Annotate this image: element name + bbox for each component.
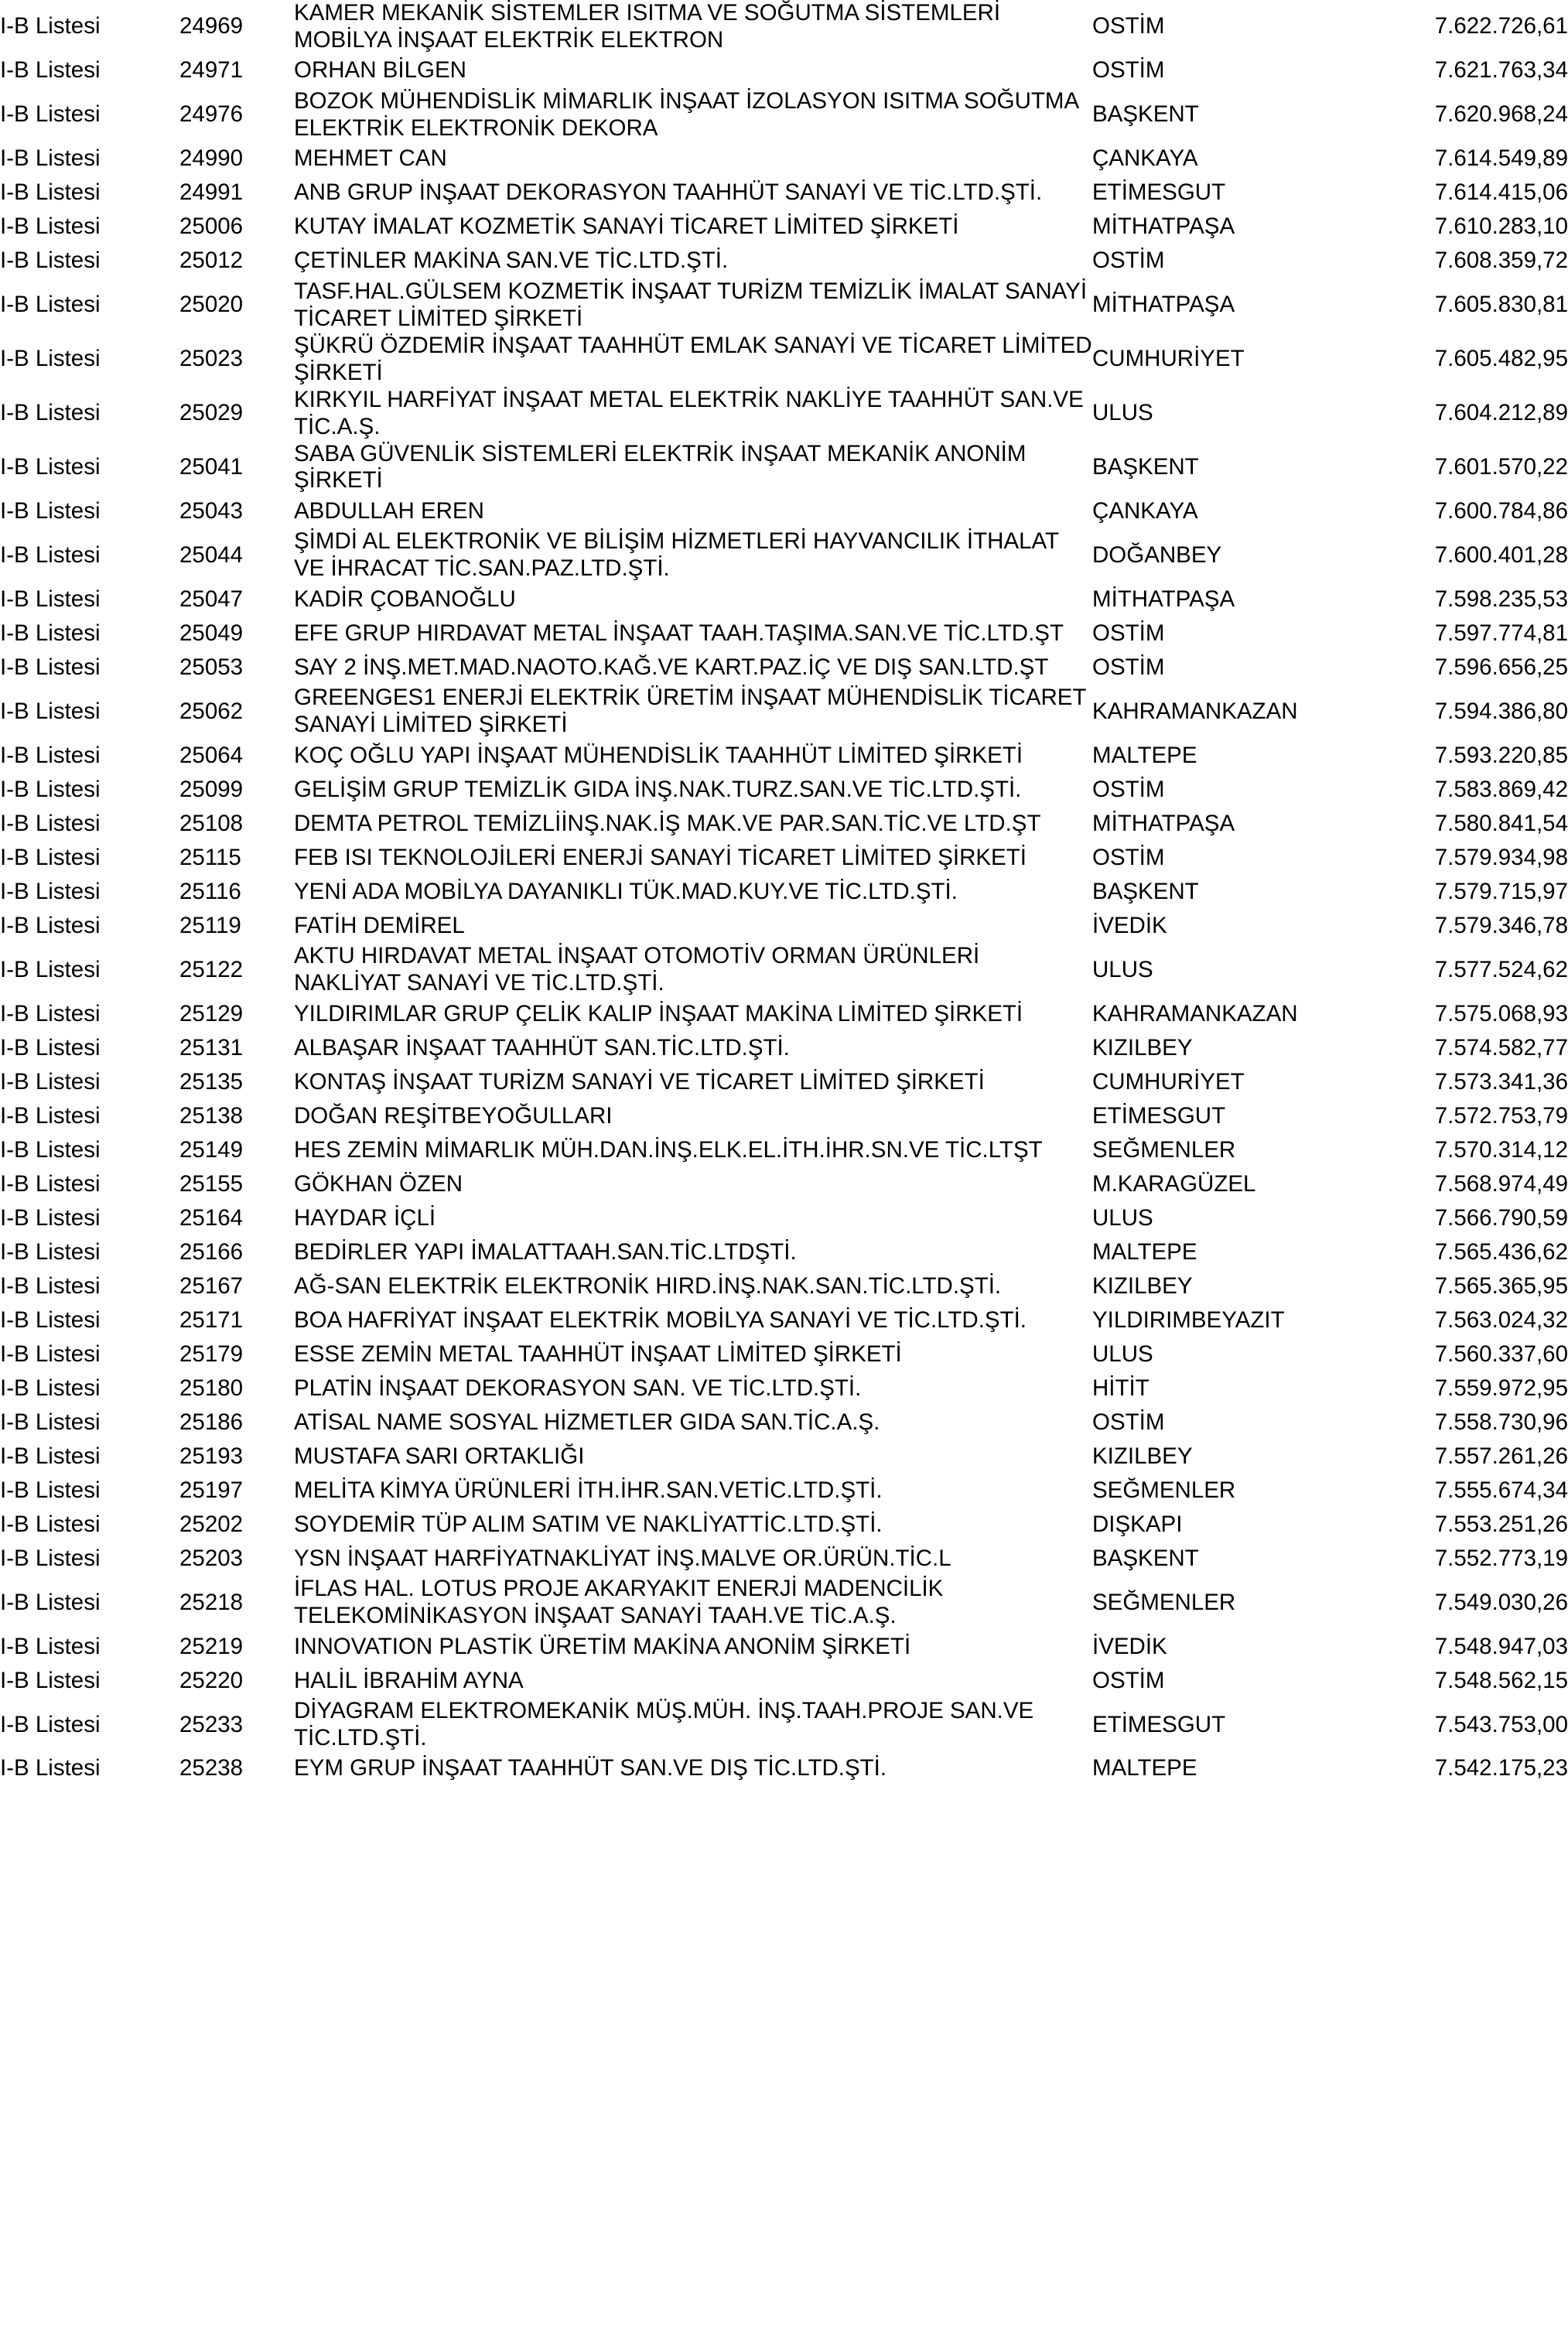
row-debt-amount: 7.577.524,62	[1434, 956, 1568, 982]
row-tax-office: OSTİM	[1092, 620, 1165, 646]
row-tax-office: MALTEPE	[1092, 1755, 1197, 1781]
row-sequence-no: 25029	[179, 400, 244, 426]
row-tax-office: ÇANKAYA	[1092, 497, 1198, 524]
row-tax-office: KIZILBEY	[1092, 1034, 1193, 1061]
row-list-label: I-B Listesi	[0, 1136, 101, 1163]
row-tax-office: OSTİM	[1092, 1409, 1165, 1435]
row-debt-amount: 7.579.934,98	[1434, 844, 1568, 870]
table-row	[0, 875, 1568, 909]
row-list-label: I-B Listesi	[0, 213, 101, 240]
row-tax-office: OSTİM	[1092, 1667, 1165, 1693]
row-sequence-no: 25020	[179, 292, 244, 318]
row-list-label: I-B Listesi	[0, 620, 101, 646]
row-list-label: I-B Listesi	[0, 1272, 101, 1299]
row-sequence-no: 25049	[179, 620, 244, 646]
row-taxpayer-name: SAY 2 İNŞ.MET.MAD.NAOTO.KAĞ.VE KART.PAZ.İÇ VE DIŞ SAN.LTD.ŞT	[294, 654, 1049, 680]
table-row	[0, 1337, 1568, 1371]
row-list-label: I-B Listesi	[0, 1511, 101, 1537]
row-list-label: I-B Listesi	[0, 497, 101, 524]
table-row	[0, 88, 1568, 142]
table-row	[0, 582, 1568, 617]
row-list-label: I-B Listesi	[0, 101, 101, 128]
row-list-label: I-B Listesi	[0, 844, 101, 870]
row-sequence-no: 25119	[179, 912, 241, 938]
table-row	[0, 278, 1568, 333]
row-debt-amount: 7.557.261,26	[1434, 1443, 1568, 1469]
table-row	[0, 494, 1568, 528]
row-list-label: I-B Listesi	[0, 1633, 101, 1659]
row-tax-office: ULUS	[1092, 400, 1153, 426]
row-tax-office: OSTİM	[1092, 776, 1165, 802]
row-list-label: I-B Listesi	[0, 292, 101, 318]
table-row	[0, 943, 1568, 997]
row-taxpayer-name: GREENGES1 ENERJİ ELEKTRİK ÜRETİM İNŞAAT MÜHENDİSLİK TİCARET SANAYİ LİMİTED ŞİRKETİ	[294, 685, 1086, 738]
row-sequence-no: 25180	[179, 1375, 244, 1401]
row-sequence-no: 25202	[179, 1511, 244, 1537]
row-sequence-no: 25197	[179, 1477, 244, 1503]
row-tax-office: OSTİM	[1092, 654, 1165, 680]
table-row	[0, 617, 1568, 651]
row-debt-amount: 7.593.220,85	[1434, 742, 1568, 768]
row-taxpayer-name: MELİTA KİMYA ÜRÜNLERİ İTH.İHR.SAN.VETİC.LTD.ŞTİ.	[294, 1477, 883, 1503]
row-tax-office: BAŞKENT	[1092, 1545, 1199, 1571]
row-list-label: I-B Listesi	[0, 346, 101, 372]
row-debt-amount: 7.601.570,22	[1434, 454, 1568, 480]
row-taxpayer-name: BOA HAFRİYAT İNŞAAT ELEKTRİK MOBİLYA SANAYİ VE TİC.LTD.ŞTİ.	[294, 1307, 1027, 1333]
row-sequence-no: 24971	[179, 57, 244, 84]
row-sequence-no: 25167	[179, 1272, 244, 1299]
table-row	[0, 244, 1568, 278]
row-debt-amount: 7.579.715,97	[1434, 878, 1568, 904]
row-tax-office: BAŞKENT	[1092, 878, 1199, 904]
row-debt-amount: 7.600.784,86	[1434, 497, 1568, 524]
row-debt-amount: 7.614.415,06	[1434, 179, 1568, 206]
table-row	[0, 1133, 1568, 1167]
row-taxpayer-name: KADİR ÇOBANOĞLU	[294, 586, 516, 612]
row-debt-amount: 7.572.753,79	[1434, 1102, 1568, 1129]
row-taxpayer-name: DİYAGRAM ELEKTROMEKANİK MÜŞ.MÜH. İNŞ.TAAH.PROJE SAN.VE TİC.LTD.ŞTİ.	[294, 1698, 1034, 1751]
row-sequence-no: 25129	[179, 1000, 244, 1026]
row-debt-amount: 7.597.774,81	[1434, 620, 1568, 646]
row-sequence-no: 25041	[179, 454, 244, 480]
row-taxpayer-name: ORHAN BİLGEN	[294, 57, 466, 84]
row-sequence-no: 25186	[179, 1409, 244, 1435]
row-tax-office: KAHRAMANKAZAN	[1092, 698, 1298, 724]
row-sequence-no: 25122	[179, 956, 244, 982]
row-sequence-no: 24990	[179, 145, 244, 172]
row-taxpayer-name: KONTAŞ İNŞAAT TURİZM SANAYİ VE TİCARET LİMİTED ŞİRKETİ	[294, 1068, 985, 1095]
row-list-label: I-B Listesi	[0, 912, 101, 938]
row-debt-amount: 7.583.869,42	[1434, 776, 1568, 802]
row-debt-amount: 7.596.656,25	[1434, 654, 1568, 680]
row-tax-office: ETİMESGUT	[1092, 1102, 1226, 1129]
table-row	[0, 441, 1568, 495]
row-sequence-no: 25044	[179, 541, 244, 568]
row-taxpayer-name: KUTAY İMALAT KOZMETİK SANAYİ TİCARET LİMİTED ŞİRKETİ	[294, 213, 959, 240]
row-sequence-no: 25219	[179, 1633, 244, 1659]
row-tax-office: DOĞANBEY	[1092, 541, 1222, 568]
row-sequence-no: 25155	[179, 1170, 244, 1197]
row-sequence-no: 25203	[179, 1545, 244, 1571]
row-sequence-no: 25166	[179, 1238, 244, 1265]
row-tax-office: OSTİM	[1092, 248, 1165, 274]
row-list-label: I-B Listesi	[0, 742, 101, 768]
row-debt-amount: 7.622.726,61	[1434, 13, 1568, 39]
row-tax-office: HİTİT	[1092, 1375, 1150, 1401]
row-tax-office: OSTİM	[1092, 57, 1165, 84]
row-list-label: I-B Listesi	[0, 1034, 101, 1061]
row-debt-amount: 7.594.386,80	[1434, 698, 1568, 724]
row-sequence-no: 25218	[179, 1589, 244, 1615]
row-tax-office: İVEDİK	[1092, 912, 1167, 938]
row-list-label: I-B Listesi	[0, 1375, 101, 1401]
row-list-label: I-B Listesi	[0, 1341, 101, 1367]
row-tax-office: KIZILBEY	[1092, 1272, 1193, 1299]
row-list-label: I-B Listesi	[0, 1477, 101, 1503]
row-debt-amount: 7.555.674,34	[1434, 1477, 1568, 1503]
table-row	[0, 739, 1568, 773]
row-tax-office: ULUS	[1092, 1204, 1153, 1231]
row-sequence-no: 25053	[179, 654, 244, 680]
row-sequence-no: 25047	[179, 586, 244, 612]
row-list-label: I-B Listesi	[0, 1589, 101, 1615]
row-taxpayer-name: HES ZEMİN MİMARLIK MÜH.DAN.İNŞ.ELK.EL.İTH.İHR.SN.VE TİC.LTŞT	[294, 1136, 1043, 1163]
table-row	[0, 1371, 1568, 1406]
row-taxpayer-name: FEB ISI TEKNOLOJİLERİ ENERJİ SANAYİ TİCARET LİMİTED ŞİRKETİ	[294, 844, 1027, 870]
row-list-label: I-B Listesi	[0, 1204, 101, 1231]
row-debt-amount: 7.621.763,34	[1434, 57, 1568, 84]
row-tax-office: KIZILBEY	[1092, 1443, 1193, 1469]
row-taxpayer-name: YENİ ADA MOBİLYA DAYANIKLI TÜK.MAD.KUY.VE TİC.LTD.ŞTİ.	[294, 878, 958, 904]
table-row	[0, 210, 1568, 244]
row-sequence-no: 25171	[179, 1307, 244, 1333]
row-debt-amount: 7.559.972,95	[1434, 1375, 1568, 1401]
row-taxpayer-name: PLATİN İNŞAAT DEKORASYON SAN. VE TİC.LTD.ŞTİ.	[294, 1375, 862, 1401]
row-debt-amount: 7.575.068,93	[1434, 1000, 1568, 1026]
row-debt-amount: 7.542.175,23	[1434, 1755, 1568, 1781]
row-sequence-no: 25108	[179, 810, 244, 836]
row-tax-office: ULUS	[1092, 1341, 1153, 1367]
row-tax-office: MİTHATPAŞA	[1092, 810, 1235, 836]
row-sequence-no: 25138	[179, 1102, 244, 1129]
row-tax-office: OSTİM	[1092, 844, 1165, 870]
row-debt-amount: 7.614.549,89	[1434, 145, 1568, 172]
table-row	[0, 997, 1568, 1031]
row-taxpayer-name: SABA GÜVENLİK SİSTEMLERİ ELEKTRİK İNŞAAT MEKANİK ANONİM ŞİRKETİ	[294, 440, 1027, 494]
row-debt-amount: 7.604.212,89	[1434, 400, 1568, 426]
row-taxpayer-name: GELİŞİM GRUP TEMİZLİK GIDA İNŞ.NAK.TURZ.SAN.VE TİC.LTD.ŞTİ.	[294, 776, 1022, 802]
table-row	[0, 0, 1568, 54]
row-taxpayer-name: ANB GRUP İNŞAAT DEKORASYON TAAHHÜT SANAYİ VE TİC.LTD.ŞTİ.	[294, 179, 1043, 206]
row-tax-office: ÇANKAYA	[1092, 145, 1198, 172]
row-list-label: I-B Listesi	[0, 13, 101, 39]
row-list-label: I-B Listesi	[0, 1545, 101, 1571]
table-row	[0, 54, 1568, 88]
row-taxpayer-name: DOĞAN REŞİTBEYOĞULLARI	[294, 1102, 613, 1129]
row-debt-amount: 7.574.582,77	[1434, 1034, 1568, 1061]
table-row	[0, 651, 1568, 685]
row-debt-amount: 7.566.790,59	[1434, 1204, 1568, 1231]
row-tax-office: DIŞKAPI	[1092, 1511, 1183, 1537]
row-tax-office: MİTHATPAŞA	[1092, 586, 1235, 612]
row-tax-office: MİTHATPAŞA	[1092, 292, 1235, 318]
row-list-label: I-B Listesi	[0, 145, 101, 172]
table-row	[0, 1752, 1568, 1786]
row-list-label: I-B Listesi	[0, 1443, 101, 1469]
row-tax-office: SEĞMENLER	[1092, 1136, 1236, 1163]
table-row	[0, 1542, 1568, 1576]
row-sequence-no: 25043	[179, 497, 244, 524]
row-list-label: I-B Listesi	[0, 179, 101, 206]
table-row	[0, 1406, 1568, 1440]
row-taxpayer-name: EYM GRUP İNŞAAT TAAHHÜT SAN.VE DIŞ TİC.LTD.ŞTİ.	[294, 1755, 887, 1781]
row-list-label: I-B Listesi	[0, 400, 101, 426]
row-debt-amount: 7.573.341,36	[1434, 1068, 1568, 1095]
row-list-label: I-B Listesi	[0, 1409, 101, 1435]
row-list-label: I-B Listesi	[0, 1711, 101, 1737]
row-tax-office: ETİMESGUT	[1092, 1711, 1226, 1737]
table-row	[0, 773, 1568, 807]
row-taxpayer-name: ATİSAL NAME SOSYAL HİZMETLER GIDA SAN.TİC.A.Ş.	[294, 1409, 880, 1435]
row-sequence-no: 25012	[179, 248, 244, 274]
row-debt-amount: 7.620.968,24	[1434, 101, 1568, 128]
table-row	[0, 387, 1568, 441]
row-taxpayer-name: MEHMET CAN	[294, 145, 447, 172]
table-row	[0, 1201, 1568, 1235]
row-debt-amount: 7.605.830,81	[1434, 292, 1568, 318]
table-row	[0, 1269, 1568, 1303]
row-sequence-no: 25115	[179, 844, 241, 870]
row-sequence-no: 25238	[179, 1755, 244, 1781]
row-list-label: I-B Listesi	[0, 586, 101, 612]
row-list-label: I-B Listesi	[0, 654, 101, 680]
row-tax-office: SEĞMENLER	[1092, 1477, 1236, 1503]
row-taxpayer-name: FATİH DEMİREL	[294, 912, 465, 938]
row-debt-amount: 7.610.283,10	[1434, 213, 1568, 240]
row-sequence-no: 25064	[179, 742, 244, 768]
row-taxpayer-name: HAYDAR İÇLİ	[294, 1204, 436, 1231]
row-sequence-no: 25179	[179, 1341, 244, 1367]
table-row	[0, 841, 1568, 875]
row-taxpayer-name: ŞÜKRÜ ÖZDEMİR İNŞAAT TAAHHÜT EMLAK SANAYİ VE TİCARET LİMİTED ŞİRKETİ	[294, 332, 1092, 385]
row-taxpayer-name: ESSE ZEMİN METAL TAAHHÜT İNŞAAT LİMİTED ŞİRKETİ	[294, 1341, 902, 1367]
table-row	[0, 1508, 1568, 1542]
row-list-label: I-B Listesi	[0, 1170, 101, 1197]
row-taxpayer-name: DEMTA PETROL TEMİZLİİNŞ.NAK.İŞ MAK.VE PAR.SAN.TİC.VE LTD.ŞT	[294, 810, 1041, 836]
row-taxpayer-name: MUSTAFA SARI ORTAKLIĞI	[294, 1443, 585, 1469]
row-tax-office: BAŞKENT	[1092, 454, 1199, 480]
row-list-label: I-B Listesi	[0, 956, 101, 982]
row-list-label: I-B Listesi	[0, 1667, 101, 1693]
row-debt-amount: 7.543.753,00	[1434, 1711, 1568, 1737]
row-sequence-no: 25220	[179, 1667, 244, 1693]
row-list-label: I-B Listesi	[0, 1238, 101, 1265]
table-row	[0, 176, 1568, 210]
row-sequence-no: 24976	[179, 101, 244, 128]
row-debt-amount: 7.568.974,49	[1434, 1170, 1568, 1197]
table-row	[0, 685, 1568, 739]
row-debt-amount: 7.580.841,54	[1434, 810, 1568, 836]
row-sequence-no: 25135	[179, 1068, 244, 1095]
row-tax-office: CUMHURİYET	[1092, 1068, 1245, 1095]
row-list-label: I-B Listesi	[0, 1755, 101, 1781]
table-row	[0, 1303, 1568, 1337]
table-row	[0, 1474, 1568, 1508]
row-debt-amount: 7.563.024,32	[1434, 1307, 1568, 1333]
row-sequence-no: 24969	[179, 13, 244, 39]
row-list-label: I-B Listesi	[0, 698, 101, 724]
row-taxpayer-name: YSN İNŞAAT HARFİYATNAKLİYAT İNŞ.MALVE OR.ÜRÜN.TİC.L	[294, 1545, 951, 1571]
row-debt-amount: 7.548.947,03	[1434, 1633, 1568, 1659]
row-debt-amount: 7.570.314,12	[1434, 1136, 1568, 1163]
table-row	[0, 1099, 1568, 1133]
row-tax-office: MİTHATPAŞA	[1092, 213, 1235, 240]
row-sequence-no: 24991	[179, 179, 244, 206]
row-tax-office: ULUS	[1092, 956, 1153, 982]
row-sequence-no: 25099	[179, 776, 244, 802]
row-taxpayer-name: SOYDEMİR TÜP ALIM SATIM VE NAKLİYATTİC.LTD.ŞTİ.	[294, 1511, 883, 1537]
row-debt-amount: 7.565.365,95	[1434, 1272, 1568, 1299]
row-tax-office: CUMHURİYET	[1092, 346, 1245, 372]
row-sequence-no: 25164	[179, 1204, 244, 1231]
row-debt-amount: 7.549.030,26	[1434, 1589, 1568, 1615]
row-taxpayer-name: KAMER MEKANİK SİSTEMLER ISITMA VE SOĞUTMA SİSTEMLERİ MOBİLYA İNŞAAT ELEKTRİK ELEKTRON	[294, 0, 1001, 53]
row-debt-amount: 7.553.251,26	[1434, 1511, 1568, 1537]
row-tax-office: MALTEPE	[1092, 742, 1197, 768]
row-debt-amount: 7.579.346,78	[1434, 912, 1568, 938]
row-taxpayer-name: GÖKHAN ÖZEN	[294, 1170, 463, 1197]
row-debt-amount: 7.598.235,53	[1434, 586, 1568, 612]
row-sequence-no: 25062	[179, 698, 244, 724]
row-taxpayer-name: YILDIRIMLAR GRUP ÇELİK KALIP İNŞAAT MAKİNA LİMİTED ŞİRKETİ	[294, 1000, 1023, 1026]
row-list-label: I-B Listesi	[0, 1068, 101, 1095]
row-taxpayer-name: TASF.HAL.GÜLSEM KOZMETİK İNŞAAT TURİZM TEMİZLİK İMALAT SANAYİ TİCARET LİMİTED ŞİRKETİ	[294, 278, 1088, 331]
row-debt-amount: 7.600.401,28	[1434, 541, 1568, 568]
row-taxpayer-name: EFE GRUP HIRDAVAT METAL İNŞAAT TAAH.TAŞIMA.SAN.VE TİC.LTD.ŞT	[294, 620, 1064, 646]
row-debt-amount: 7.608.359,72	[1434, 248, 1568, 274]
row-debt-amount: 7.558.730,96	[1434, 1409, 1568, 1435]
table-row	[0, 1664, 1568, 1698]
row-list-label: I-B Listesi	[0, 541, 101, 568]
row-list-label: I-B Listesi	[0, 878, 101, 904]
row-list-label: I-B Listesi	[0, 776, 101, 802]
row-sequence-no: 25023	[179, 346, 244, 372]
row-tax-office: YILDIRIMBEYAZIT	[1092, 1307, 1285, 1333]
row-list-label: I-B Listesi	[0, 1307, 101, 1333]
row-tax-office: İVEDİK	[1092, 1633, 1167, 1659]
row-tax-office: M.KARAGÜZEL	[1092, 1170, 1256, 1197]
row-sequence-no: 25131	[179, 1034, 244, 1061]
table-row	[0, 1065, 1568, 1099]
table-row	[0, 1630, 1568, 1664]
table-row	[0, 807, 1568, 841]
table-row	[0, 528, 1568, 582]
table-row	[0, 1576, 1568, 1630]
row-taxpayer-name: BOZOK MÜHENDİSLİK MİMARLIK İNŞAAT İZOLASYON ISITMA SOĞUTMA ELEKTRİK ELEKTRONİK DEKORA	[294, 87, 1078, 141]
row-taxpayer-name: INNOVATION PLASTİK ÜRETİM MAKİNA ANONİM ŞİRKETİ	[294, 1633, 911, 1659]
row-sequence-no: 25116	[179, 878, 241, 904]
row-sequence-no: 25233	[179, 1711, 244, 1737]
table-row	[0, 1235, 1568, 1269]
row-list-label: I-B Listesi	[0, 810, 101, 836]
row-list-label: I-B Listesi	[0, 1102, 101, 1129]
row-debt-amount: 7.552.773,19	[1434, 1545, 1568, 1571]
row-tax-office: MALTEPE	[1092, 1238, 1197, 1265]
table-row	[0, 1698, 1568, 1752]
row-debt-amount: 7.565.436,62	[1434, 1238, 1568, 1265]
row-tax-office: KAHRAMANKAZAN	[1092, 1000, 1298, 1026]
row-taxpayer-name: HALİL İBRAHİM AYNA	[294, 1667, 524, 1693]
row-debt-amount: 7.548.562,15	[1434, 1667, 1568, 1693]
row-tax-office: OSTİM	[1092, 13, 1165, 39]
row-taxpayer-name: BEDİRLER YAPI İMALATTAAH.SAN.TİC.LTDŞTİ.	[294, 1238, 797, 1265]
row-tax-office: SEĞMENLER	[1092, 1589, 1236, 1615]
table-row	[0, 1440, 1568, 1474]
row-taxpayer-name: KOÇ OĞLU YAPI İNŞAAT MÜHENDİSLİK TAAHHÜT LİMİTED ŞİRKETİ	[294, 742, 1023, 768]
row-list-label: I-B Listesi	[0, 57, 101, 84]
row-tax-office: ETİMESGUT	[1092, 179, 1226, 206]
row-taxpayer-name: KIRKYIL HARFİYAT İNŞAAT METAL ELEKTRİK NAKLİYE TAAHHÜT SAN.VE TİC.A.Ş.	[294, 386, 1084, 439]
table-row	[0, 909, 1568, 943]
row-debt-amount: 7.605.482,95	[1434, 346, 1568, 372]
row-list-label: I-B Listesi	[0, 248, 101, 274]
row-taxpayer-name: AĞ-SAN ELEKTRİK ELEKTRONİK HIRD.İNŞ.NAK.SAN.TİC.LTD.ŞTİ.	[294, 1272, 1002, 1299]
row-sequence-no: 25193	[179, 1443, 244, 1469]
row-taxpayer-name: ŞİMDİ AL ELEKTRONİK VE BİLİŞİM HİZMETLERİ HAYVANCILIK İTHALAT VE İHRACAT TİC.SAN.PAZ.LTD.ŞTİ.	[294, 528, 1059, 582]
table-row	[0, 142, 1568, 176]
table-row	[0, 1167, 1568, 1201]
row-sequence-no: 25149	[179, 1136, 244, 1163]
row-taxpayer-name: İFLAS HAL. LOTUS PROJE AKARYAKIT ENERJİ MADENCİLİK TELEKOMİNİKASYON İNŞAAT SANAYİ TAAH.VE TİC.A.Ş.	[294, 1576, 944, 1629]
row-taxpayer-name: AKTU HIRDAVAT METAL İNŞAAT OTOMOTİV ORMAN ÜRÜNLERİ NAKLİYAT SANAYİ VE TİC.LTD.ŞTİ.	[294, 943, 980, 996]
row-sequence-no: 25006	[179, 213, 244, 240]
table-row	[0, 1031, 1568, 1065]
row-taxpayer-name: ALBAŞAR İNŞAAT TAAHHÜT SAN.TİC.LTD.ŞTİ.	[294, 1034, 790, 1061]
row-list-label: I-B Listesi	[0, 1000, 101, 1026]
row-taxpayer-name: ABDULLAH EREN	[294, 497, 484, 524]
table-row	[0, 333, 1568, 387]
row-taxpayer-name: ÇETİNLER MAKİNA SAN.VE TİC.LTD.ŞTİ.	[294, 248, 729, 274]
row-debt-amount: 7.560.337,60	[1434, 1341, 1568, 1367]
row-tax-office: BAŞKENT	[1092, 101, 1199, 128]
row-list-label: I-B Listesi	[0, 454, 101, 480]
